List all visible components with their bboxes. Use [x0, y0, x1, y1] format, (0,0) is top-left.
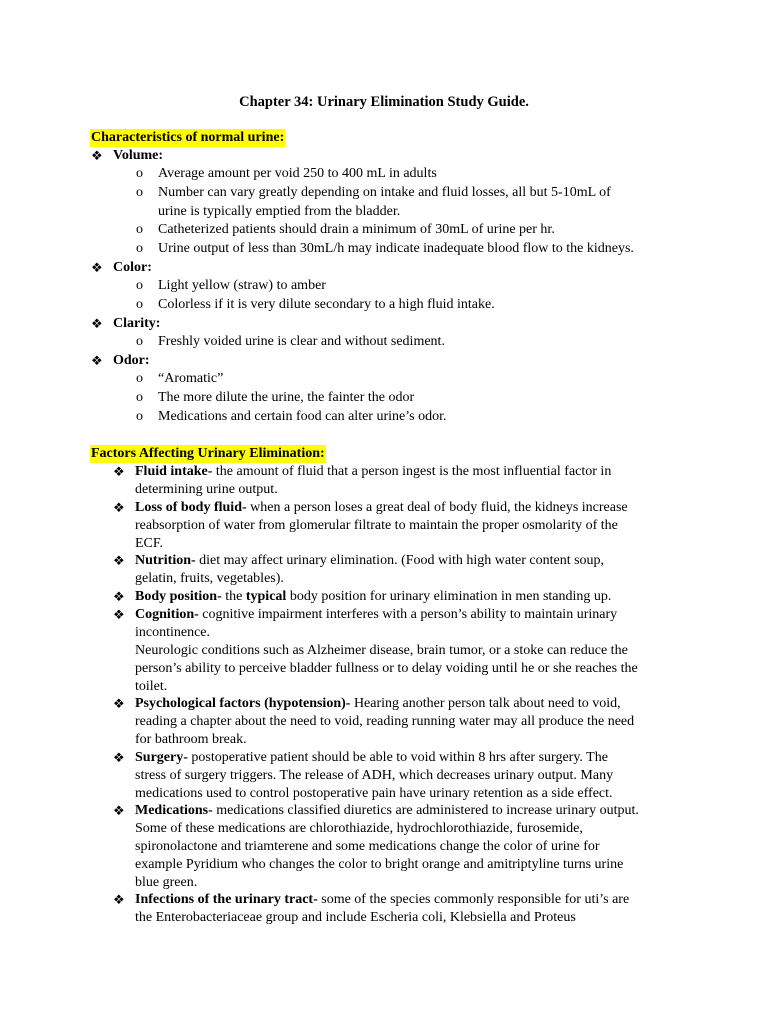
factor-fluid-intake [135, 463, 611, 481]
list-item: “Aromatic” [158, 371, 224, 386]
factor-text-continuation: spironolactone and triamterene and some medications change the color of urine for [135, 839, 600, 854]
factor-loss-body-fluid [135, 499, 628, 517]
list-item: The more dilute the urine, the fainter the odor [158, 390, 415, 405]
factor-medications [135, 802, 639, 820]
factor-label: Fluid intake- [135, 464, 213, 479]
factor-text-continuation: Neurologic conditions such as Alzheimer disease, brain tumor, or a stoke can reduce the [135, 643, 628, 658]
bullet-circle-icon: o [136, 334, 143, 349]
bullet-star-icon: ❖ [91, 148, 103, 163]
bullet-star-icon: ❖ [113, 892, 125, 907]
bullet-star-icon: ❖ [113, 589, 125, 604]
bullet-star-icon: ❖ [113, 696, 125, 711]
factor-label: Nutrition- [135, 553, 196, 568]
factor-nutrition [135, 552, 604, 570]
bullet-star-icon: ❖ [113, 553, 125, 568]
bullet-star-icon: ❖ [91, 316, 103, 331]
factor-text-continuation: reading a chapter about the need to void, reading running water may all produce the need [135, 714, 635, 729]
factor-text-continuation: person’s ability to perceive bladder fullness or to delay voiding until he or she reaches the [135, 661, 638, 676]
factor-text: the amount of fluid that a person ingest is the most influential factor in [212, 464, 612, 479]
factor-text: when a person loses a great deal of body fluid, the kidneys increase [246, 500, 628, 515]
list-item: Urine output of less than 30mL/h may indicate inadequate blood flow to the kidneys. [158, 241, 634, 256]
list-item: Average amount per void 250 to 400 mL in adults [158, 166, 437, 181]
bullet-star-icon: ❖ [113, 500, 125, 515]
bullet-circle-icon: o [136, 371, 143, 386]
factor-text: medications classified diuretics are administered to increase urinary output. [212, 803, 639, 818]
factor-text-continuation: toilet. [135, 679, 168, 694]
factor-text-bold: typical [245, 589, 287, 604]
label-color: Color: [113, 260, 152, 275]
factor-text: the [221, 589, 246, 604]
page-title: Chapter 34: Urinary Elimination Study Guide. [239, 94, 529, 110]
factor-text-continuation: the Enterobacteriaceae group and include Escheria coli, Klebsiella and Proteus [135, 910, 576, 925]
factor-text: diet may affect urinary elimination. (Food with high water content soup, [195, 553, 605, 568]
factor-text-continuation: stress of surgery triggers. The release of ADH, which decreases urinary output. Many [135, 768, 614, 783]
section-heading-factors: Factors Affecting Urinary Elimination: [91, 446, 325, 461]
label-volume: Volume: [113, 148, 164, 163]
list-item: Medications and certain food can alter urine’s odor. [158, 409, 447, 424]
bullet-circle-icon: o [136, 278, 143, 293]
bullet-star-icon: ❖ [91, 260, 103, 275]
factor-label: Loss of body fluid- [135, 500, 247, 515]
factor-infections [135, 891, 629, 909]
factor-text-continuation: for bathroom break. [135, 732, 247, 747]
bullet-circle-icon: o [136, 297, 143, 312]
factor-text-continuation: determining urine output. [135, 482, 278, 497]
factor-text-continuation: blue green. [135, 875, 198, 890]
factor-text: body position for urinary elimination in men standing up. [286, 589, 612, 604]
factor-body-position [135, 588, 611, 606]
bullet-circle-icon: o [136, 185, 143, 200]
list-item: Light yellow (straw) to amber [158, 278, 326, 293]
bullet-circle-icon: o [136, 166, 143, 181]
factor-text-continuation: incontinence. [135, 625, 211, 640]
list-item: Number can vary greatly depending on intake and fluid losses, all but 5-10mL of [158, 185, 611, 200]
factor-text-continuation: Some of these medications are chlorothiazide, hydrochlorothiazide, furosemide, [135, 821, 583, 836]
list-item-continuation: urine is typically emptied from the bladder. [158, 204, 401, 219]
factor-label: Cognition- [135, 607, 199, 622]
factor-text: some of the species commonly responsible for uti’s are [317, 892, 630, 907]
factor-text: Hearing another person talk about need to void, [350, 696, 621, 711]
factor-label: Psychological factors (hypotension)- [135, 696, 351, 711]
factor-label: Medications- [135, 803, 213, 818]
bullet-star-icon: ❖ [113, 607, 125, 622]
bullet-circle-icon: o [136, 241, 143, 256]
factor-label: Infections of the urinary tract- [135, 892, 318, 907]
list-item: Freshly voided urine is clear and without sediment. [158, 334, 445, 349]
factor-cognition [135, 606, 617, 624]
bullet-star-icon: ❖ [113, 464, 125, 479]
label-clarity: Clarity: [113, 316, 161, 331]
label-odor: Odor: [113, 353, 150, 368]
list-item: Colorless if it is very dilute secondary to a high fluid intake. [158, 297, 495, 312]
bullet-circle-icon: o [136, 409, 143, 424]
factor-text-continuation: example Pyridium who changes the color to bright orange and amitriptyline turns urine [135, 857, 624, 872]
factor-text-continuation: gelatin, fruits, vegetables). [135, 571, 284, 586]
factor-text-continuation: ECF. [135, 536, 164, 551]
factor-text: postoperative patient should be able to void within 8 hrs after surgery. The [187, 750, 608, 765]
factor-surgery [135, 749, 608, 767]
factor-label: Body position- [135, 589, 222, 604]
factor-psychological [135, 695, 621, 713]
bullet-star-icon: ❖ [91, 353, 103, 368]
bullet-star-icon: ❖ [113, 750, 125, 765]
bullet-circle-icon: o [136, 222, 143, 237]
section-heading-characteristics: Characteristics of normal urine: [91, 130, 285, 145]
bullet-star-icon: ❖ [113, 803, 125, 818]
factor-text-continuation: reabsorption of water from glomerular filtrate to maintain the proper osmolarity of the [135, 518, 618, 533]
factor-text: cognitive impairment interferes with a person’s ability to maintain urinary [198, 607, 618, 622]
bullet-circle-icon: o [136, 390, 143, 405]
list-item: Catheterized patients should drain a minimum of 30mL of urine per hr. [158, 222, 555, 237]
factor-label: Surgery- [135, 750, 188, 765]
factor-text-continuation: medications used to control postoperative pain have urinary retention as a side effect. [135, 786, 613, 801]
